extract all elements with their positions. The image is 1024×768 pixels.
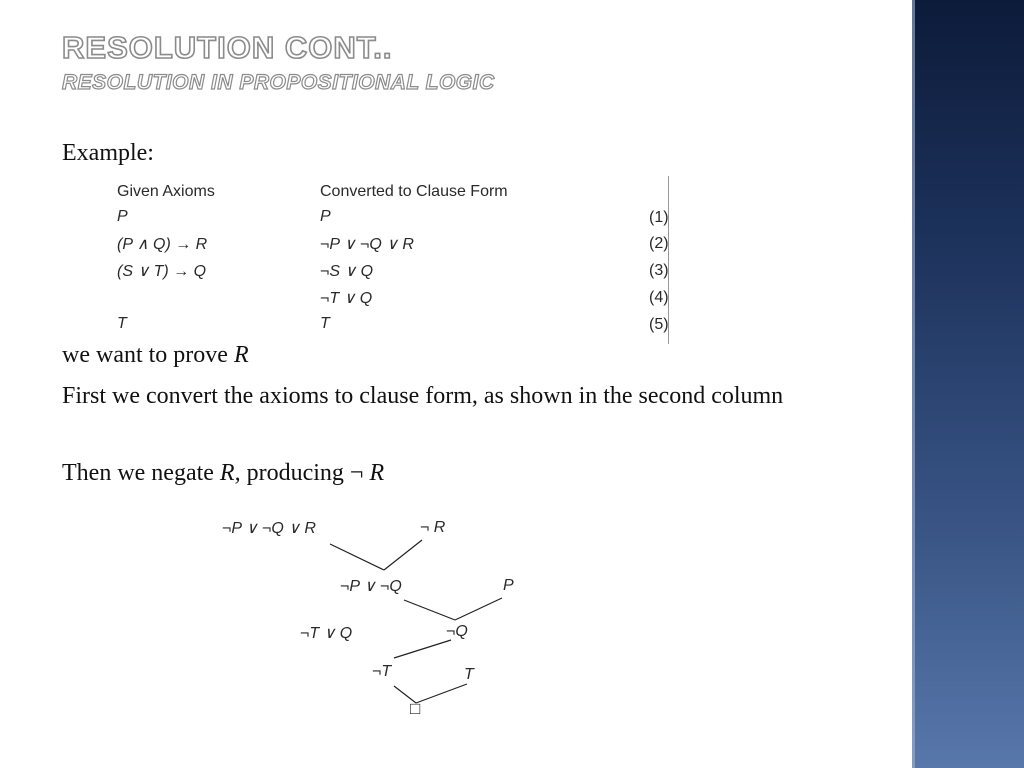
tree-node-t: T xyxy=(464,666,474,683)
tree-node-clause-2: ¬P ∨ ¬Q ∨ R xyxy=(222,520,316,537)
clause-number-1: (1) xyxy=(649,209,669,226)
axiom-3: (S ∨ T) → Q xyxy=(117,263,207,280)
negate-line: Then we negate R, producing ¬ R xyxy=(62,460,385,486)
tree-node-clause-4: ¬T ∨ Q xyxy=(300,625,353,642)
clause-3: ¬S ∨ Q xyxy=(320,263,374,280)
convert-line: First we convert the axioms to clause form, as shown in the second column xyxy=(62,383,784,409)
clause-number-2: (2) xyxy=(649,235,669,252)
clause-5: T xyxy=(320,315,330,332)
empty-clause-box: □ xyxy=(410,699,421,718)
tree-node-not-p-or-not-q: ¬P ∨ ¬Q xyxy=(340,578,402,595)
header-given-axioms: Given Axioms xyxy=(117,183,215,200)
tree-node-not-r: ¬ R xyxy=(420,519,446,536)
tree-node-not-t: ¬T xyxy=(372,663,392,680)
clause-number-3: (3) xyxy=(649,262,669,279)
axiom-1: P xyxy=(117,208,128,225)
slide-title: RESOLUTION CONT.. xyxy=(62,30,393,65)
clause-2: ¬P ∨ ¬Q ∨ R xyxy=(320,236,414,253)
tree-node-not-q: ¬Q xyxy=(446,623,468,640)
clause-number-4: (4) xyxy=(649,289,669,306)
slide-subtitle: RESOLUTION IN PROPOSITIONAL LOGIC xyxy=(62,71,495,94)
clause-number-5: (5) xyxy=(649,316,669,333)
axiom-2: (P ∧ Q) → R xyxy=(117,236,208,253)
header-clause-form: Converted to Clause Form xyxy=(320,183,508,200)
tree-node-p: P xyxy=(503,577,514,594)
axiom-5: T xyxy=(117,315,127,332)
prove-line: we want to prove R xyxy=(62,342,249,368)
example-label: Example: xyxy=(62,140,154,166)
clause-1: P xyxy=(320,208,331,225)
clause-4: ¬T ∨ Q xyxy=(320,290,373,307)
